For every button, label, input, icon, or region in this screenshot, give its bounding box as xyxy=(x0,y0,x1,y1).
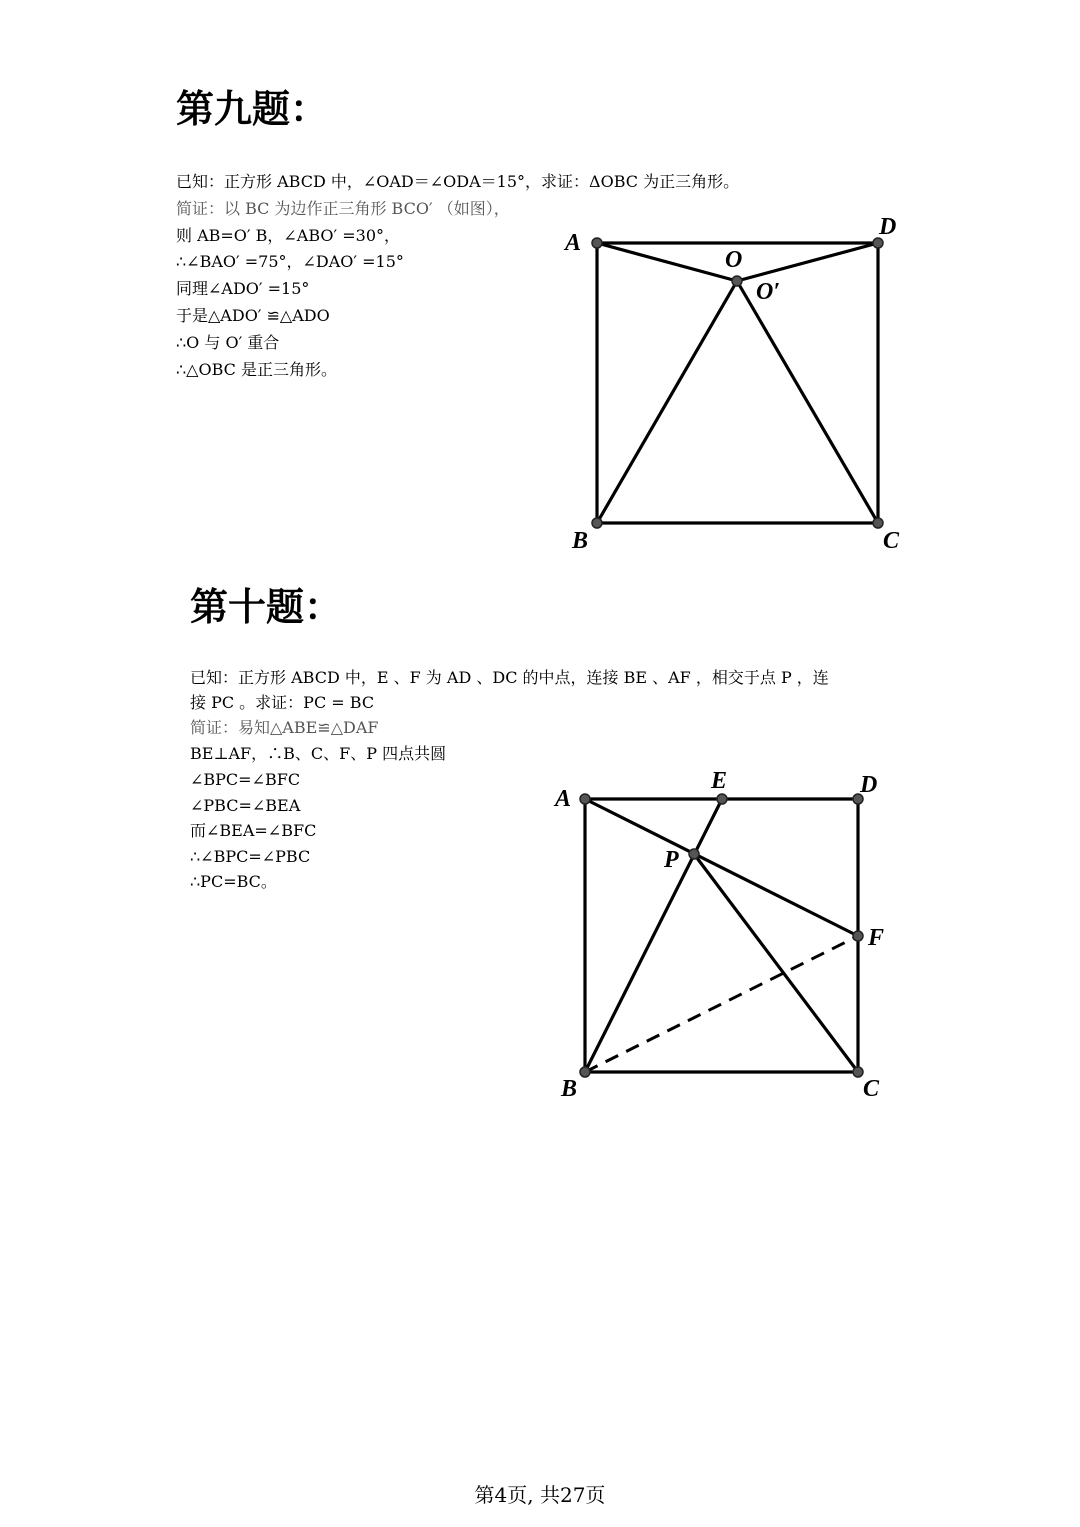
point-p xyxy=(689,849,699,859)
point-a xyxy=(580,794,590,804)
square-abcd xyxy=(585,799,858,1072)
segment-pc xyxy=(694,854,858,1072)
problem9-line-7: ∴O 与 O′ 重合 xyxy=(176,333,280,352)
label-d: D xyxy=(860,772,878,798)
problem9-line-1: 已知：正方形 ABCD 中，∠OAD＝∠ODA＝15°，求证：ΔOBC 为正三角形。 xyxy=(176,172,740,191)
problem10-line-5: ∠BPC=∠BFC xyxy=(190,770,301,789)
problem9-line-4: ∴∠BAO′ =75°，∠DAO′ =15° xyxy=(176,252,404,271)
segment-af xyxy=(585,799,858,936)
problem9-line-2: 简证：以 BC 为边作正三角形 BCO′ （如图）， xyxy=(176,199,510,218)
problem10-line-9: ∴PC=BC。 xyxy=(190,872,277,891)
problem10-line-1: 已知：正方形 ABCD 中，E 、F 为 AD 、DC 的中点，连接 BE 、AF ，相交于点 P ，连 xyxy=(190,668,829,687)
problem10-line-4: BE⊥AF，∴B、C、F、P 四点共圆 xyxy=(190,744,447,763)
label-b: B xyxy=(572,528,589,554)
problem9-line-6: 于是△ADO′ ≌△ADO xyxy=(176,306,330,325)
label-f: F xyxy=(868,925,885,951)
label-c: C xyxy=(883,528,900,554)
label-a: A xyxy=(555,786,572,812)
problem10-line-6: ∠PBC=∠BEA xyxy=(190,796,301,815)
problem9-line-3: 则 AB=O′ B，∠ABO′ =30°， xyxy=(176,226,401,245)
label-a: A xyxy=(565,230,582,256)
problem10-line-7: 而∠BEA=∠BFC xyxy=(190,821,317,840)
segment-bf-dashed xyxy=(585,936,858,1072)
problem10-heading: 第十题： xyxy=(190,585,343,629)
page-footer: 第4页, 共27页 xyxy=(474,1483,606,1507)
problem10-line-3: 简证：易知△ABE≌△DAF xyxy=(190,718,379,737)
label-b: B xyxy=(561,1076,578,1102)
problem10-line-2: 接 PC 。求证：PC = BC xyxy=(190,693,375,712)
label-c: C xyxy=(863,1076,880,1102)
point-e xyxy=(717,794,727,804)
label-p: P xyxy=(664,847,679,873)
label-e: E xyxy=(711,768,728,794)
segment-be xyxy=(585,799,722,1072)
label-o: O xyxy=(725,247,743,273)
label-d: D xyxy=(879,214,897,240)
problem10-line-8: ∴∠BPC=∠PBC xyxy=(190,847,311,866)
label-o-prime: O′ xyxy=(756,279,781,305)
point-f xyxy=(853,931,863,941)
point-b xyxy=(580,1067,590,1077)
problem9-heading: 第九题： xyxy=(176,87,329,131)
point-c xyxy=(853,1067,863,1077)
problem9-line-8: ∴△OBC 是正三角形。 xyxy=(176,360,337,379)
problem9-line-5: 同理∠ADO′ =15° xyxy=(176,279,310,298)
